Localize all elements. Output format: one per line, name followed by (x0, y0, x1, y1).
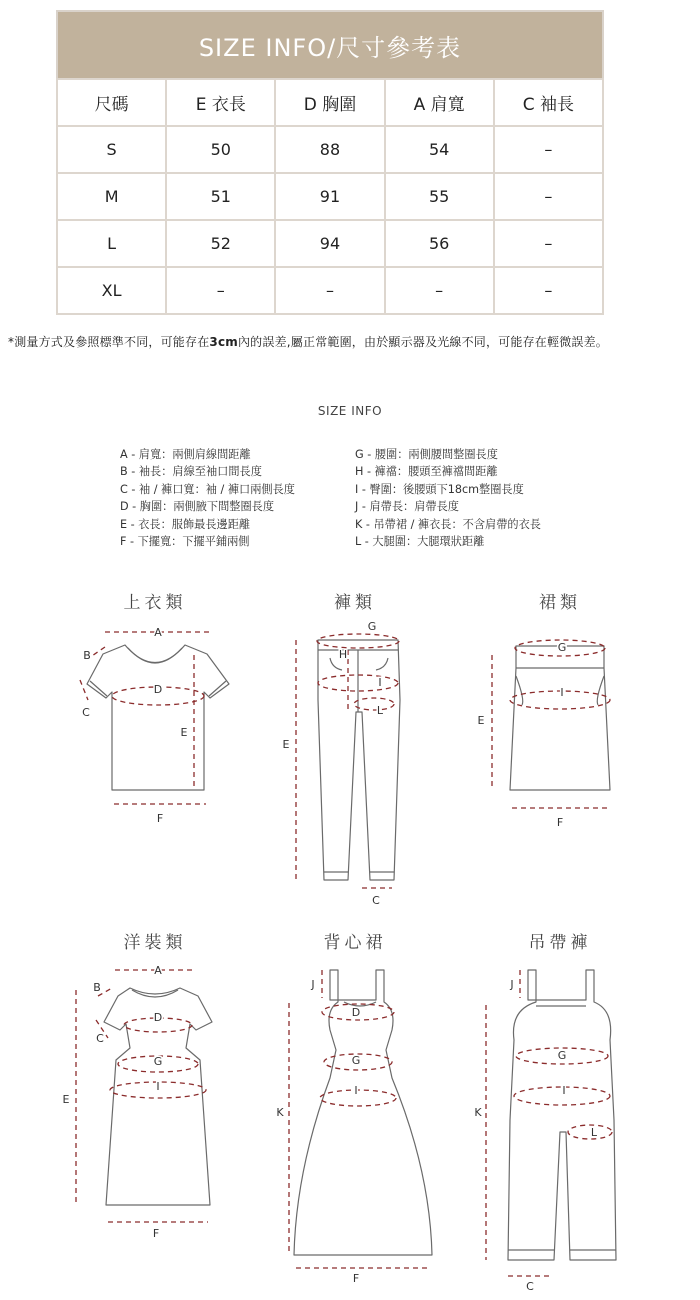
table-cell: 52 (166, 220, 275, 267)
pants-outline (318, 640, 400, 880)
label-a: A (154, 964, 162, 977)
table-cell: 51 (166, 173, 275, 220)
label-c: C (372, 894, 380, 907)
label-i: I (560, 686, 564, 699)
label-l: L (590, 1126, 598, 1139)
legend-item: L - 大腿圍：大腿環狀距離 (355, 535, 485, 549)
table-cell: XL (57, 267, 166, 314)
table-cell: S (57, 126, 166, 173)
label-k: K (276, 1106, 284, 1119)
header-cell: 尺碼 (57, 79, 166, 126)
table-cell: 54 (385, 126, 494, 173)
tshirt-outline (87, 645, 229, 790)
legend-item: K - 吊帶裙 / 褲衣長：不含肩帶的衣長 (355, 517, 541, 531)
label-i: I (378, 676, 382, 689)
label-l: L (376, 704, 384, 717)
note-bold: 3cm (209, 335, 238, 349)
category-pinafore: 背心裙 (323, 933, 387, 953)
category-pants: 褲類 (334, 593, 376, 613)
table-cell: 56 (385, 220, 494, 267)
category-tops: 上衣類 (123, 593, 187, 613)
table-cell: M (57, 173, 166, 220)
label-f: F (556, 816, 564, 829)
label-a: A (154, 626, 162, 639)
category-overalls: 吊帶褲 (528, 933, 592, 953)
table-cell: – (166, 267, 275, 314)
header-cell: E 衣長 (166, 79, 275, 126)
label-e: E (180, 726, 188, 739)
label-g: G (351, 1054, 361, 1067)
label-g: G (367, 620, 377, 633)
label-b: B (93, 981, 101, 994)
label-i: I (156, 1080, 160, 1093)
category-dresses: 洋裝類 (123, 933, 187, 953)
label-h: H (338, 648, 348, 661)
label-e: E (62, 1093, 70, 1106)
label-f: F (352, 1272, 360, 1285)
label-d: D (153, 1011, 163, 1024)
table-cell: – (275, 267, 384, 314)
label-c: C (96, 1032, 104, 1045)
label-f: F (152, 1227, 160, 1240)
table-cell: 55 (385, 173, 494, 220)
header-cell: A 肩寬 (385, 79, 494, 126)
label-f: F (156, 812, 164, 825)
label-j: J (311, 978, 315, 991)
label-e: E (282, 738, 290, 751)
table-cell: 88 (275, 126, 384, 173)
legend-item: F - 下擺寬：下擺平鋪兩側 (120, 535, 250, 549)
label-j: J (510, 978, 514, 991)
legend-item: C - 袖 / 褲口寬：袖 / 褲口兩側長度 (120, 482, 295, 496)
label-e: E (477, 714, 485, 727)
table-title: SIZE INFO/尺寸參考表 (57, 11, 603, 79)
header-cell: D 胸圍 (275, 79, 384, 126)
label-i: I (354, 1084, 358, 1097)
legend-item: I - 臀圍：後腰頭下18cm整圈長度 (355, 482, 524, 496)
note-suffix: 內的誤差,屬正常範圍，由於顯示器及光線不同，可能存在輕微誤差。 (237, 335, 609, 349)
table-cell: 91 (275, 173, 384, 220)
label-k: K (474, 1106, 482, 1119)
note-prefix: *測量方式及參照標準不同，可能存在 (8, 335, 210, 349)
table-cell: – (494, 126, 603, 173)
header-cell: C 袖長 (494, 79, 603, 126)
legend-item: H - 褲襠：腰頭至褲襠間距離 (355, 465, 498, 479)
label-g: G (557, 641, 567, 654)
table-cell: – (385, 267, 494, 314)
table-cell: L (57, 220, 166, 267)
label-c: C (82, 706, 90, 719)
label-d: D (153, 683, 163, 696)
legend-item: E - 衣長：服飾最長邊距離 (120, 517, 251, 531)
table-cell: – (494, 173, 603, 220)
label-b: B (83, 649, 91, 662)
pinafore-outline (294, 970, 432, 1255)
label-c: C (526, 1280, 534, 1293)
category-skirts: 裙類 (539, 593, 581, 613)
label-g: G (153, 1055, 163, 1068)
table-cell: 94 (275, 220, 384, 267)
label-g: G (557, 1049, 567, 1062)
size-info-title: SIZE INFO (317, 404, 383, 418)
legend-item: D - 胸圍：兩側腋下間整圈長度 (120, 500, 275, 514)
table-cell: – (494, 220, 603, 267)
table-cell: – (494, 267, 603, 314)
legend-item: G - 腰圍：兩側腰間整圈長度 (355, 448, 498, 461)
legend-item: B - 袖長：肩線至袖口間長度 (120, 465, 262, 479)
legend-item: J - 肩帶長：肩帶長度 (355, 500, 459, 514)
overalls-outline (508, 970, 616, 1260)
label-i: I (562, 1084, 566, 1097)
label-d: D (351, 1006, 361, 1019)
table-cell: 50 (166, 126, 275, 173)
legend-item: A - 肩寬：兩側肩線間距離 (120, 448, 251, 461)
